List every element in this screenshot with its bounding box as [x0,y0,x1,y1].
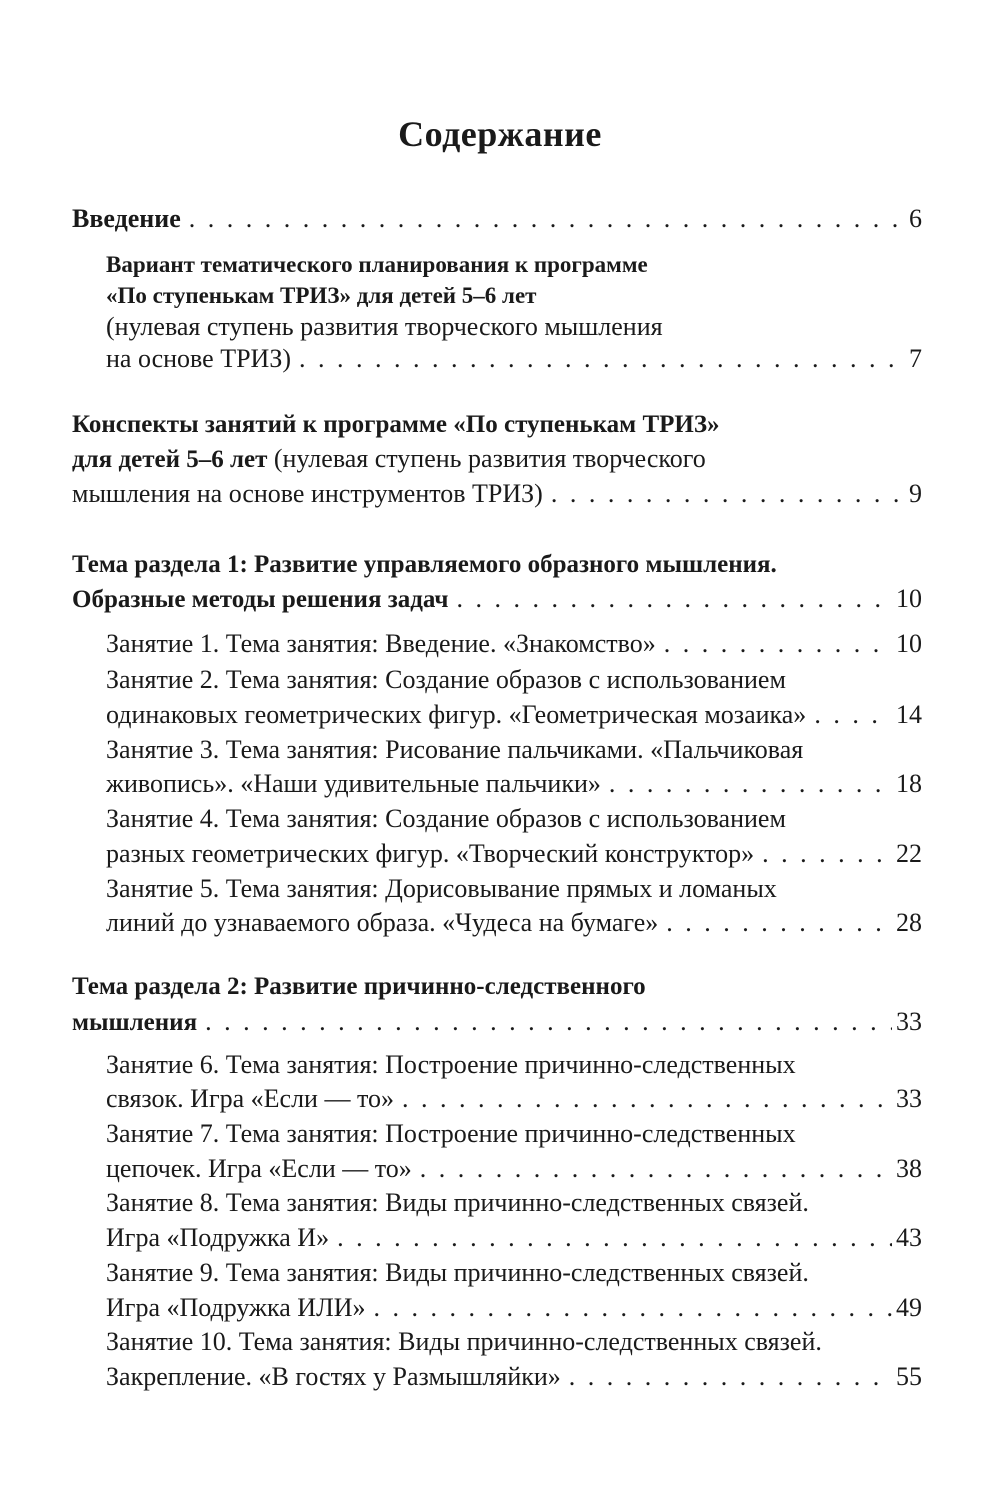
page-number: 18 [896,769,922,798]
toc-entry-variant[interactable] [106,342,922,376]
toc-entry-title: на основе ТРИЗ) [106,344,292,373]
toc-section1[interactable] [72,582,922,616]
leader-dots [609,767,892,801]
toc-entry-konspekty-line1: Конспекты занятий к программе «По ступенькам ТРИЗ» [72,411,720,438]
page-number: 10 [896,629,922,658]
toc-entry-title: линий до узнаваемого образа. «Чудеса на бумаге» [106,908,659,937]
toc-section1-line1: Тема раздела 1: Развитие управляемого образного мышления. [72,551,777,578]
page-number: 7 [909,344,922,373]
toc-entry-title: Игра «Подружка И» [106,1223,330,1252]
leader-dots [337,1221,892,1255]
toc-lesson-1[interactable] [106,627,922,661]
toc-lesson-9-line1: Занятие 9. Тема занятия: Виды причинно-следственных связей. [106,1258,809,1287]
toc-lesson-3-line1: Занятие 3. Тема занятия: Рисование пальчиками. «Пальчиковая [106,735,804,764]
toc-lesson-2-line1: Занятие 2. Тема занятия: Создание образов с использованием [106,665,786,694]
toc-entry-title: цепочек. Игра «Если — то» [106,1154,412,1183]
toc-entry-konspekty-line2 [72,442,922,476]
toc-section2-line1: Тема раздела 2: Развитие причинно-следственного [72,973,646,1000]
leader-dots [420,1152,892,1186]
toc-lesson-10[interactable] [106,1360,922,1394]
toc-entry-title: одинаковых геометрических фигур. «Геометрическая мозаика» [106,700,807,729]
toc-entry-variant-line3: (нулевая ступень развития творческого мышления [106,312,663,341]
toc-entry-variant-line1: Вариант тематического планирования к программе [106,252,648,277]
toc-lesson-7-line1: Занятие 7. Тема занятия: Построение причинно-следственных [106,1119,796,1148]
leader-dots [569,1360,892,1394]
page-number: 33 [896,1007,922,1036]
leader-dots [664,627,892,661]
leader-dots [373,1291,892,1325]
leader-dots [551,477,904,511]
toc-entry-title: Занятие 1. Тема занятия: Введение. «Знакомство» [106,629,656,658]
leader-dots [762,837,892,871]
leader-dots [457,582,892,616]
toc-entry-title: разных геометрических фигур. «Творческий конструктор» [106,839,755,868]
leader-dots [205,1005,892,1039]
toc-entry-title: мышления [72,1009,198,1036]
toc-entry-konspekty[interactable] [72,477,922,511]
toc-lesson-2[interactable] [106,698,922,732]
page-number: 9 [909,479,922,508]
toc-entry-variant-line2: «По ступенькам ТРИЗ» для детей 5–6 лет [106,283,537,308]
toc-lesson-6[interactable] [106,1082,922,1116]
toc-lesson-4[interactable] [106,837,922,871]
leader-dots [814,698,892,732]
page-number: 22 [896,839,922,868]
leader-dots [666,906,892,940]
konspekty-age-bold: для детей 5–6 лет [72,446,268,473]
leader-dots [189,202,904,236]
toc-entry-title: Введение [72,204,181,233]
leader-dots [299,342,904,376]
toc-entry-intro[interactable] [72,202,922,236]
toc-lesson-6-line1: Занятие 6. Тема занятия: Построение причинно-следственных [106,1050,796,1079]
page-number: 49 [896,1293,922,1322]
toc-entry-title: Закрепление. «В гостях у Размышляйки» [106,1362,561,1391]
page-number: 43 [896,1223,922,1252]
toc-entry-title: Образные методы решения задач [72,586,449,613]
page-title: Содержание [398,114,602,154]
page-number: 55 [896,1362,922,1391]
toc-lesson-4-line1: Занятие 4. Тема занятия: Создание образов с использованием [106,804,786,833]
page-number: 28 [896,908,922,937]
toc-lesson-5-line1: Занятие 5. Тема занятия: Дорисовывание прямых и ломаных [106,874,777,903]
page-number: 14 [896,700,922,729]
toc-entry-title: живопись». «Наши удивительные пальчики» [106,769,601,798]
toc-lesson-10-line1: Занятие 10. Тема занятия: Виды причинно-следственных связей. [106,1327,822,1356]
page-number: 38 [896,1154,922,1183]
toc-lesson-8[interactable] [106,1221,922,1255]
toc-entry-title: связок. Игра «Если — то» [106,1084,394,1113]
toc-lesson-3[interactable] [106,767,922,801]
page-number: 6 [909,204,922,233]
page-number: 10 [896,584,922,613]
konspekty-desc: (нулевая ступень развития творческого [267,444,706,473]
page-number: 33 [896,1084,922,1113]
toc-entry-title: Игра «Подружка ИЛИ» [106,1293,366,1322]
toc-lesson-7[interactable] [106,1152,922,1186]
leader-dots [402,1082,892,1116]
toc-lesson-9[interactable] [106,1291,922,1325]
toc-lesson-8-line1: Занятие 8. Тема занятия: Виды причинно-следственных связей. [106,1188,809,1217]
toc-section2[interactable] [72,1005,922,1039]
toc-lesson-5[interactable] [106,906,922,940]
toc-entry-title: мышления на основе инструментов ТРИЗ) [72,479,543,508]
